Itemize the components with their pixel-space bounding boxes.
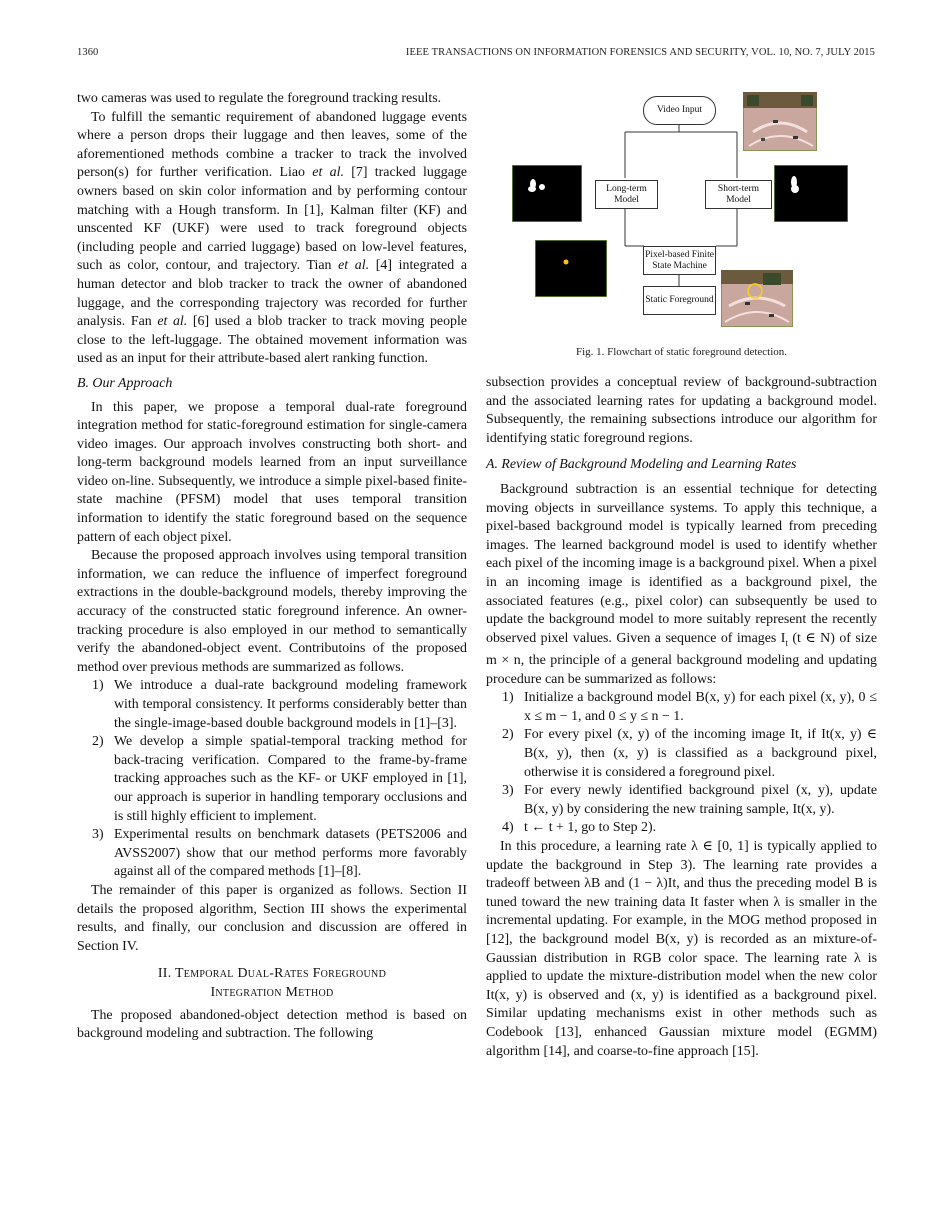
node-static-foreground: Static Foreground — [643, 286, 716, 315]
list-item: 3) Experimental results on benchmark datasets (PETS2006 and AVSS2007) show that our method performs more favorably against all of the compared methods [1]–[8]. — [92, 827, 467, 880]
paragraph: To fulfill the semantic requirement of abandoned luggage events where a person drops their luggage and then leaves, some of the aforementioned methods combine a tracker to track the involved person(s) for further verification. Liao et al. [7] tracked luggage owners based on skin color information and by performing contour matching with a Hough transform. In [1], Kalman filter (KF) and unscented KF (UKF) were used to track foreground objects (including people and carried luggage) based on low-level features, such as color, contour, and trajectory. Tian et al. [4] integrated a human detector and blob tracker to track the owner of abandoned luggage, and the corresponding trajectory was recorded for further analysis. Fan et al. [6] used a blob tracker to track moving people close to the left-luggage. The obtained movement information was used as an input for their attribute-based alert ranking function. — [77, 109, 468, 367]
long-term-foreground-thumbnail — [512, 165, 582, 222]
static-foreground-mask-thumbnail — [535, 240, 607, 297]
procedure-steps — [486, 689, 877, 838]
list-item: 2) We develop a simple spatial-temporal tracking method for back-tracing verification. Compared to the frame-by-frame tracking approaches such as the KF- or UKF employed in [1], our approach is superior in handling temporary occlusions and is still highly efficient to implement. — [92, 734, 467, 824]
node-short-term-model: Short-term Model — [705, 180, 772, 209]
node-video-input: Video Input — [643, 96, 716, 125]
paragraph: Background subtraction is an essential technique for detecting moving objects in surveillance systems. To apply this technique, a pixel-based background model is typically learned from preceding images. The learned background model is used to identify whether each pixel of the incoming image is a background pixel. When a pixel in an incoming image is identified as a background pixel, the associated features (e.g., pixel color) can subsequently be used to update the background model to more suitably represent the recently observed pixel values. Given a sequence of images $I_t$ (t ∈ N) of size m × n, the principle of a general background modeling and updating procedure can be summarized as follows: — [486, 481, 877, 687]
short-term-foreground-thumbnail — [774, 165, 848, 222]
section-heading: II. Temporal Dual-Rates Foreground Integration Method — [157, 966, 387, 1000]
paragraph: In this procedure, a learning rate λ ∈ [0, 1] is typically applied to update the background in Step 3). The learning rate provides a tradeoff between λB and (1 − λ)It, and thus the preceding model B is tuned toward the new training data It faster when λ is smaller in the incremental updating. For example, in the MOG method proposed in [12], the background model B(x, y) is recorded as an mixture-of-Gaussian distribution in RGB color space. The learning rate λ is applied to update the mixture-distribution model when the new color It(x, y) is observed and (x, y) is identified as a background pixel. Similar updating mechanisms exist in other methods such as Codebook [13], enhanced Gaussian mixture model (EGMM) algorithm [14], and coarse-to-fine approach [15]. — [486, 839, 877, 1059]
running-header: IEEE TRANSACTIONS ON INFORMATION FORENSICS AND SECURITY, VOL. 10, NO. 7, JULY 2015 — [405, 47, 875, 58]
detection-result-thumbnail — [721, 270, 793, 327]
figure-caption: Fig. 1. Flowchart of static foreground detection. — [575, 346, 788, 358]
right-column — [486, 374, 877, 1061]
left-column — [77, 90, 467, 1044]
paragraph: In this paper, we propose a temporal dual-rate foreground integration method for static-foreground estimation for single-camera video images. Our approach involves constructing both short- and long-term background models learned from an input surveillance video on-line. Subsequently, we introduce a simple pixel-based finite-state machine (PFSM) model that uses temporal transition information to identify the static foreground based on the sequence pattern of each object pixel. — [77, 399, 467, 545]
subsection-heading: A. Review of Background Modeling and Learning Rates — [486, 457, 797, 473]
contributions-list — [77, 677, 467, 882]
subsection-heading: B. Our Approach — [77, 375, 173, 391]
list-item: 1) Initialize a background model B(x, y) for each pixel (x, y), 0 ≤ x ≤ m − 1, and 0 ≤ y ≤ n − 1. — [502, 690, 877, 724]
node-pfsm: Pixel-based Finite State Machine — [643, 246, 716, 275]
figure-flowchart — [486, 88, 877, 338]
page-number: 1360 — [77, 47, 99, 58]
paragraph: The remainder of this paper is organized as follows. Section II details the proposed algorithm, Section III shows the experimental results, and finally, our conclusion and discussion are offered in Section IV. — [77, 882, 467, 954]
paragraph: The proposed abandoned-object detection method is based on background modeling and subtraction. The following — [77, 1007, 467, 1042]
list-item: 3) For every newly identified background pixel (x, y), update B(x, y) by considering the new training sample, It(x, y). — [502, 783, 877, 817]
list-item: 1) We introduce a dual-rate background modeling framework with temporal consistency. It performs considerably better than the single-image-based double background models in [1]–[3]. — [92, 678, 467, 731]
paragraph: subsection provides a conceptual review of background-subtraction and the associated learning rates for updating a background model. Subsequently, the remaining subsections introduce our algorithm for identifying static foreground regions. — [486, 375, 877, 446]
paragraph: two cameras was used to regulate the foreground tracking results. — [77, 91, 442, 106]
node-long-term-model: Long-term Model — [595, 180, 658, 209]
list-item: 2) For every pixel (x, y) of the incoming image It, if It(x, y) ∈ B(x, y), then (x, y) is classified as a background pixel, otherwise it is considered a foreground pixel. — [502, 727, 877, 780]
list-item: 4) t ← t + 1, go to Step 2). — [502, 820, 657, 836]
paragraph: Because the proposed approach involves using temporal transition information, we can reduce the influence of imperfect foreground extractions in the double-background models, thereby improving the accuracy of the constructed static foreground inference. An owner-tracking procedure is also employed in our method to semantically verify the abandoned-object event. Contributoins of the proposed method over previous methods are summarized as follows. — [77, 548, 467, 675]
video-frame-thumbnail — [743, 92, 817, 151]
